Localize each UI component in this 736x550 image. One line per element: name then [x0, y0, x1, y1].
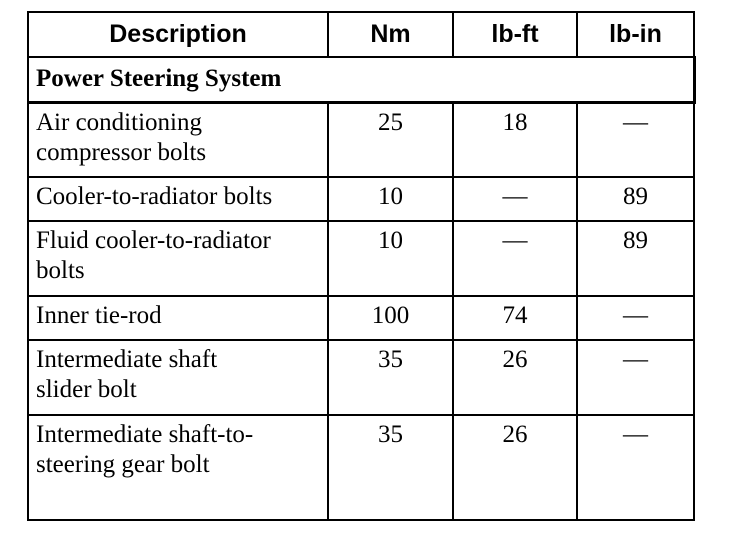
row-lbin: —: [577, 415, 694, 520]
row-lbft: 26: [453, 340, 577, 415]
row-nm: 100: [328, 296, 453, 340]
row-description: Inner tie-rod: [28, 296, 328, 340]
table-row: [28, 340, 694, 415]
header-nm: Nm: [328, 12, 453, 57]
row-lbin: —: [577, 102, 694, 177]
header-lbin: lb-in: [577, 12, 694, 57]
header-description: Description: [28, 12, 328, 57]
row-lbin: 89: [577, 177, 694, 221]
header-row: [28, 12, 694, 57]
row-lbft: 18: [453, 102, 577, 177]
row-nm: 10: [328, 221, 453, 296]
table-row: [28, 296, 694, 340]
row-lbft: —: [453, 177, 577, 221]
row-lbin: —: [577, 296, 694, 340]
table-row: [28, 102, 694, 177]
row-lbft: —: [453, 221, 577, 296]
row-description: Intermediate shaft-to-steering gear bolt: [28, 415, 328, 520]
row-lbft: 26: [453, 415, 577, 520]
table-row: [28, 415, 694, 520]
table-row: [28, 177, 694, 221]
row-lbin: 89: [577, 221, 694, 296]
row-description: Cooler-to-radiator bolts: [28, 177, 328, 221]
row-nm: 35: [328, 340, 453, 415]
row-nm: 35: [328, 415, 453, 520]
row-nm: 25: [328, 102, 453, 177]
row-nm: 10: [328, 177, 453, 221]
section-row: [28, 57, 694, 102]
row-lbft: 74: [453, 296, 577, 340]
section-title: Power Steering System: [28, 57, 694, 102]
header-lbft: lb-ft: [453, 12, 577, 57]
table-row: [28, 221, 694, 296]
torque-spec-table: [27, 11, 696, 521]
row-description: Air conditioning compressor bolts: [28, 102, 328, 177]
row-lbin: —: [577, 340, 694, 415]
row-description: Fluid cooler-to-radiator bolts: [28, 221, 328, 296]
row-description: Intermediate shaft slider bolt: [28, 340, 328, 415]
